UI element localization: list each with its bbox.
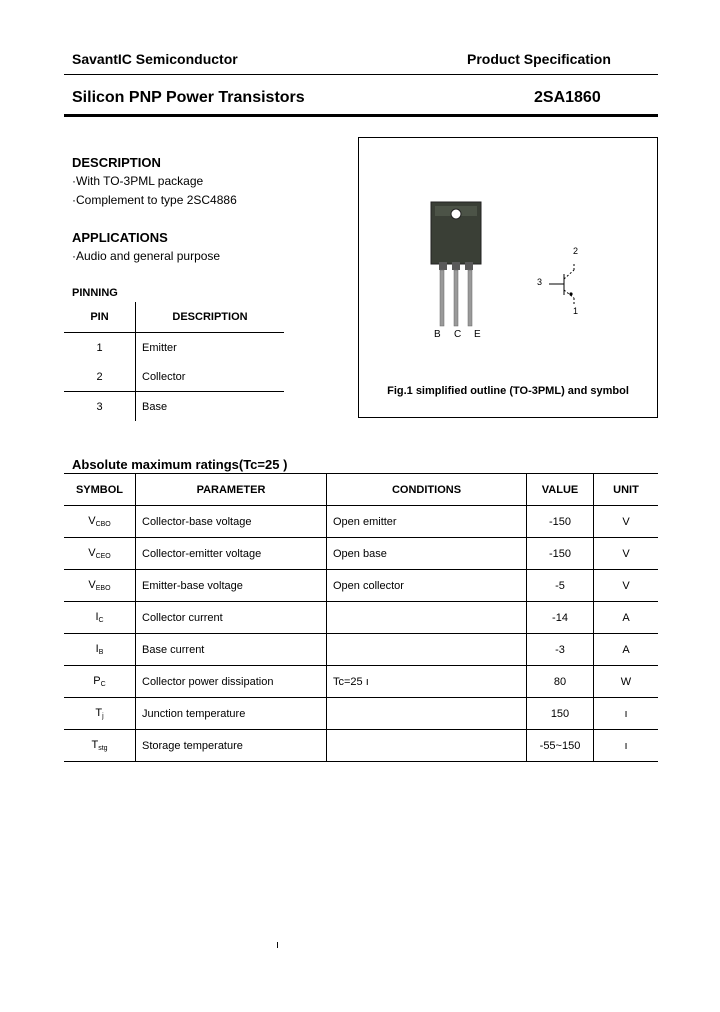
unit-cell: A: [622, 643, 630, 656]
table-row: [64, 666, 658, 698]
parameter-cell: Collector-base voltage: [136, 506, 327, 538]
unit-cell: ı: [624, 707, 628, 720]
symbol-cell: [64, 666, 136, 698]
ratings-table: [64, 473, 658, 762]
pin-description: Emitter: [142, 341, 177, 354]
ratings-heading: Absolute maximum ratings(Tc=25 ): [72, 457, 288, 472]
parameter-cell: Emitter-base voltage: [136, 570, 327, 602]
unit-cell: W: [620, 675, 632, 688]
symbol-cell: [64, 634, 136, 666]
symbol-subscript: C: [100, 681, 106, 688]
parameter-cell: Junction temperature: [136, 698, 327, 730]
unit-column-header: UNIT: [613, 483, 639, 496]
lead-collector: [454, 270, 458, 326]
symbol-letter: T: [91, 739, 99, 751]
table-row: [64, 362, 284, 392]
symbol-letter: V: [88, 515, 96, 527]
symbol-subscript: B: [98, 649, 104, 656]
lead-emitter: [468, 270, 472, 326]
symbol-letter: P: [93, 675, 101, 687]
value-cell: -55~150: [527, 730, 594, 762]
table-row: [64, 602, 658, 634]
value-column-header: VALUE: [527, 474, 594, 506]
part-number: 2SA1860: [534, 89, 601, 106]
product-line: Silicon PNP Power Transistors: [72, 89, 305, 106]
symbol-subscript: EBO: [95, 585, 111, 592]
header-rule-thick: [64, 114, 658, 117]
symbol-letter: I: [95, 611, 99, 623]
symbol-cell: [64, 602, 136, 634]
parameter-cell: Collector current: [136, 602, 327, 634]
value-cell: 80: [527, 666, 594, 698]
pinning-heading: PINNING: [72, 287, 118, 299]
value-cell: 150: [527, 698, 594, 730]
figure-caption: Fig.1 simplified outline (TO-3PML) and symbol: [387, 385, 629, 397]
symbol-subscript: j: [102, 713, 104, 720]
symbol-pin-label: 3: [537, 277, 543, 287]
symbol-pin-label: 2: [573, 246, 579, 256]
conditions-cell: Open base: [327, 538, 527, 570]
unit-cell: V: [622, 547, 630, 560]
parameter-cell: Collector-emitter voltage: [136, 538, 327, 570]
conditions-cell: [327, 698, 527, 730]
pin-description: Base: [142, 400, 168, 413]
conditions-cell: [327, 602, 527, 634]
table-row: [64, 392, 284, 422]
symbol-letter: V: [88, 547, 96, 559]
unit-cell: V: [622, 515, 630, 528]
applications-item: ·Audio and general purpose: [72, 249, 221, 263]
header-rule-thin: [64, 74, 658, 75]
unit-cell: A: [622, 611, 630, 624]
value-cell: -150: [527, 538, 594, 570]
pin-number: 3: [64, 392, 136, 422]
description-item: ·Complement to type 2SC4886: [72, 193, 237, 207]
document-type: Product Specification: [467, 51, 611, 67]
table-row: [64, 506, 658, 538]
symbol-subscript: CEO: [95, 553, 111, 560]
package-outline-drawing: [359, 138, 657, 417]
pin-number: 1: [64, 333, 136, 363]
parameter-column-header: PARAMETER: [136, 474, 327, 506]
value-cell: -3: [527, 634, 594, 666]
pnp-symbol: [549, 262, 574, 306]
symbol-subscript: CBO: [95, 521, 111, 528]
conditions-cell: [327, 634, 527, 666]
symbol-pin-label: 1: [573, 306, 579, 316]
symbol-cell: [64, 730, 136, 762]
conditions-column-header: CONDITIONS: [327, 474, 527, 506]
pinning-table: [64, 302, 284, 421]
symbol-cell: [64, 698, 136, 730]
symbol-cell: [64, 538, 136, 570]
table-row: [64, 634, 658, 666]
figure-box: [358, 137, 658, 418]
table-row: [64, 570, 658, 602]
table-row: [64, 538, 658, 570]
parameter-cell: Collector power dissipation: [136, 666, 327, 698]
conditions-cell: [327, 730, 527, 762]
symbol-letter: I: [95, 643, 99, 655]
symbol-letter: T: [95, 707, 103, 719]
symbol-cell: [64, 506, 136, 538]
applications-heading: APPLICATIONS: [72, 230, 168, 245]
lead-label: E: [474, 329, 481, 340]
value-cell: -5: [527, 570, 594, 602]
conditions-cell: Tc=25 ı: [327, 666, 527, 698]
table-row: [64, 730, 658, 762]
pin-number: 2: [64, 362, 136, 392]
unit-cell: ı: [624, 739, 628, 752]
conditions-cell: Open collector: [327, 570, 527, 602]
symbol-letter: V: [88, 579, 96, 591]
value-cell: -14: [527, 602, 594, 634]
mounting-hole: [451, 209, 461, 219]
symbol-subscript: C: [98, 617, 104, 624]
table-row: [64, 698, 658, 730]
symbol-subscript: stg: [98, 745, 108, 752]
lead-label: C: [454, 329, 462, 340]
description-item: ·With TO-3PML package: [72, 174, 204, 188]
pin-description-column-header: DESCRIPTION: [172, 311, 248, 323]
lead-label: B: [434, 329, 441, 340]
page-number: ı: [276, 939, 280, 951]
pin-column-header: PIN: [64, 302, 136, 333]
description-heading: DESCRIPTION: [72, 155, 161, 170]
parameter-cell: Storage temperature: [136, 730, 327, 762]
symbol-cell: [64, 570, 136, 602]
parameter-cell: Base current: [136, 634, 327, 666]
value-cell: -150: [527, 506, 594, 538]
company-name: SavantIC Semiconductor: [72, 51, 238, 67]
table-row: [64, 333, 284, 363]
conditions-cell: Open emitter: [327, 506, 527, 538]
lead-base: [440, 270, 444, 326]
unit-cell: V: [622, 579, 630, 592]
pin-description: Collector: [142, 370, 186, 383]
symbol-column-header: SYMBOL: [64, 474, 136, 506]
